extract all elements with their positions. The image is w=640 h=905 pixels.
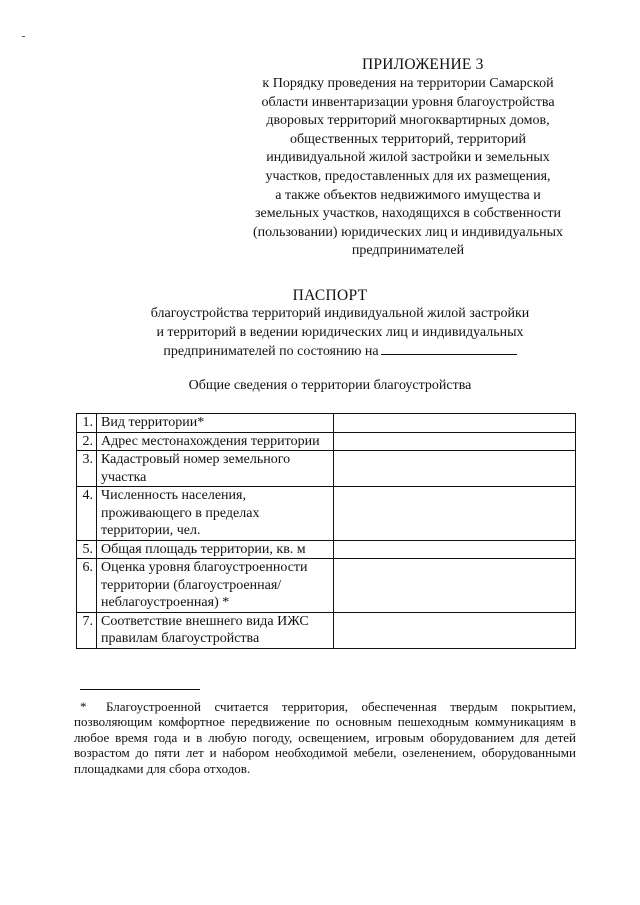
passport-title: ПАСПОРТ xyxy=(292,287,368,304)
table-row xyxy=(77,540,576,559)
appendix-title: ПРИЛОЖЕНИЕ 3 xyxy=(362,56,484,73)
appendix-line: земельных участков, находящихся в собственности xyxy=(255,206,561,222)
row-number: 6. xyxy=(77,559,97,613)
appendix-line: предпринимателей xyxy=(351,243,465,259)
footnote-mark: * xyxy=(80,699,87,714)
date-blank-field[interactable] xyxy=(381,342,517,355)
passport-line-with-date xyxy=(100,342,580,362)
row-value-cell[interactable] xyxy=(334,451,576,487)
table-row xyxy=(77,559,576,613)
row-label: Адрес местонахождения территории xyxy=(97,432,334,451)
row-label: Оценка уровня благоустроенности территории (благоустроенная/ неблагоустроенная) * xyxy=(97,559,334,613)
footnote xyxy=(74,699,576,776)
row-label: Общая площадь территории, кв. м xyxy=(97,540,334,559)
table-row xyxy=(77,414,576,433)
appendix-line: индивидуальной жилой застройки и земельных xyxy=(266,150,550,166)
territory-info-table xyxy=(76,413,576,649)
table-row xyxy=(77,487,576,541)
footnote-text: Благоустроенной считается территория, обеспеченная твердым покрытием, позволяющим комфортное передвижение по основным пешеходным коммуникациям в любое время года и в любую погоду, освещением, игровым оборудованием для детей возрастом до пяти лет и набором необходимой мебели, озеленением, оборудованными площадками для сбора отходов. xyxy=(74,699,576,776)
row-value-cell[interactable] xyxy=(334,540,576,559)
row-value-cell[interactable] xyxy=(334,612,576,648)
table-row xyxy=(77,432,576,451)
row-value-cell[interactable] xyxy=(334,487,576,541)
row-number: 1. xyxy=(77,414,97,433)
appendix-subtitle xyxy=(228,75,588,261)
appendix-line: к Порядку проведения на территории Самарской xyxy=(262,76,554,91)
footnote-divider xyxy=(80,689,200,690)
row-value-cell[interactable] xyxy=(334,432,576,451)
passport-line: предпринимателей по состоянию на xyxy=(163,344,379,360)
scan-mark xyxy=(22,36,25,37)
passport-subtitle xyxy=(100,305,580,362)
appendix-line: а также объектов недвижимого имущества и xyxy=(275,187,541,203)
appendix-line: общественных территорий, территорий xyxy=(290,131,526,147)
row-label: Соответствие внешнего вида ИЖС правилам благоустройства xyxy=(97,612,334,648)
row-value-cell[interactable] xyxy=(334,559,576,613)
appendix-line: участков, предоставленных для их размещения, xyxy=(265,168,551,184)
table-row xyxy=(77,451,576,487)
section-title: Общие сведения о территории благоустройства xyxy=(188,378,472,393)
appendix-line: (пользовании) юридических лиц и индивидуальных xyxy=(253,224,563,240)
row-number: 7. xyxy=(77,612,97,648)
row-number: 3. xyxy=(77,451,97,487)
row-value-cell[interactable] xyxy=(334,414,576,433)
row-label: Кадастровый номер земельного участка xyxy=(97,451,334,487)
table-row xyxy=(77,612,576,648)
appendix-line: дворовых территорий многоквартирных домов, xyxy=(266,113,550,129)
row-number: 4. xyxy=(77,487,97,541)
passport-line: благоустройства территорий индивидуальной жилой застройки xyxy=(150,306,530,321)
appendix-line: области инвентаризации уровня благоустройства xyxy=(261,94,555,110)
row-label: Вид территории* xyxy=(97,414,334,433)
row-number: 2. xyxy=(77,432,97,451)
passport-line: и территорий в ведении юридических лиц и индивидуальных xyxy=(156,324,524,340)
row-number: 5. xyxy=(77,540,97,559)
row-label: Численность населения, проживающего в пределах территории, чел. xyxy=(97,487,334,541)
